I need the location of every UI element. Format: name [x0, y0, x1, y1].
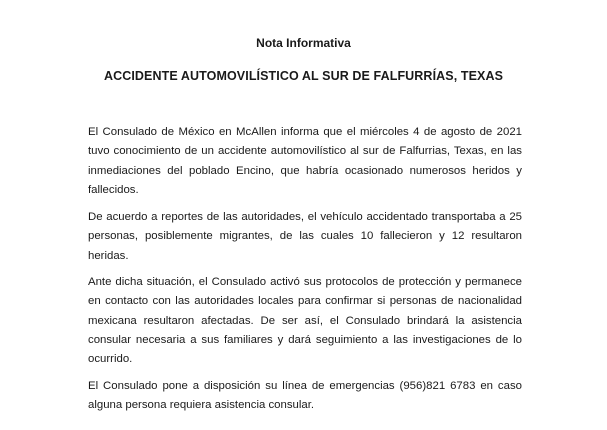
paragraph-4: El Consulado pone a disposición su línea de emergencias (956)821 6783 en caso alguna persona requiera asistencia consular. [88, 380, 522, 412]
document-title: ACCIDENTE AUTOMOVILÍSTICO AL SUR DE FALFURRÍAS, TEXAS [103, 69, 504, 83]
paragraph-2: De acuerdo a reportes de las autoridades, el vehículo accidentado transportaba a 25 personas, posiblemente migrantes, de las cuales 10 fallecieron y 12 resultaron heridas. [88, 211, 522, 262]
paragraph-1: El Consulado de México en McAllen informa que el miércoles 4 de agosto de 2021 tuvo conocimiento de un accidente automovilístico al sur de Falfurrias, Texas, en las inmediaciones del poblado Encino, que habría ocasionado numerosos heridos y fallecidos. [88, 126, 522, 196]
paragraph-3: Ante dicha situación, el Consulado activó sus protocolos de protección y permanece en contacto con las autoridades locales para confirmar si personas de nacionalidad mexicana resultaron afectadas. De ser así, el Consulado brindará la asistencia consular necesaria a sus familiares y dará seguimiento a las investigaciones de lo ocurrido. [88, 276, 522, 366]
document-label: Nota Informativa [256, 36, 351, 50]
